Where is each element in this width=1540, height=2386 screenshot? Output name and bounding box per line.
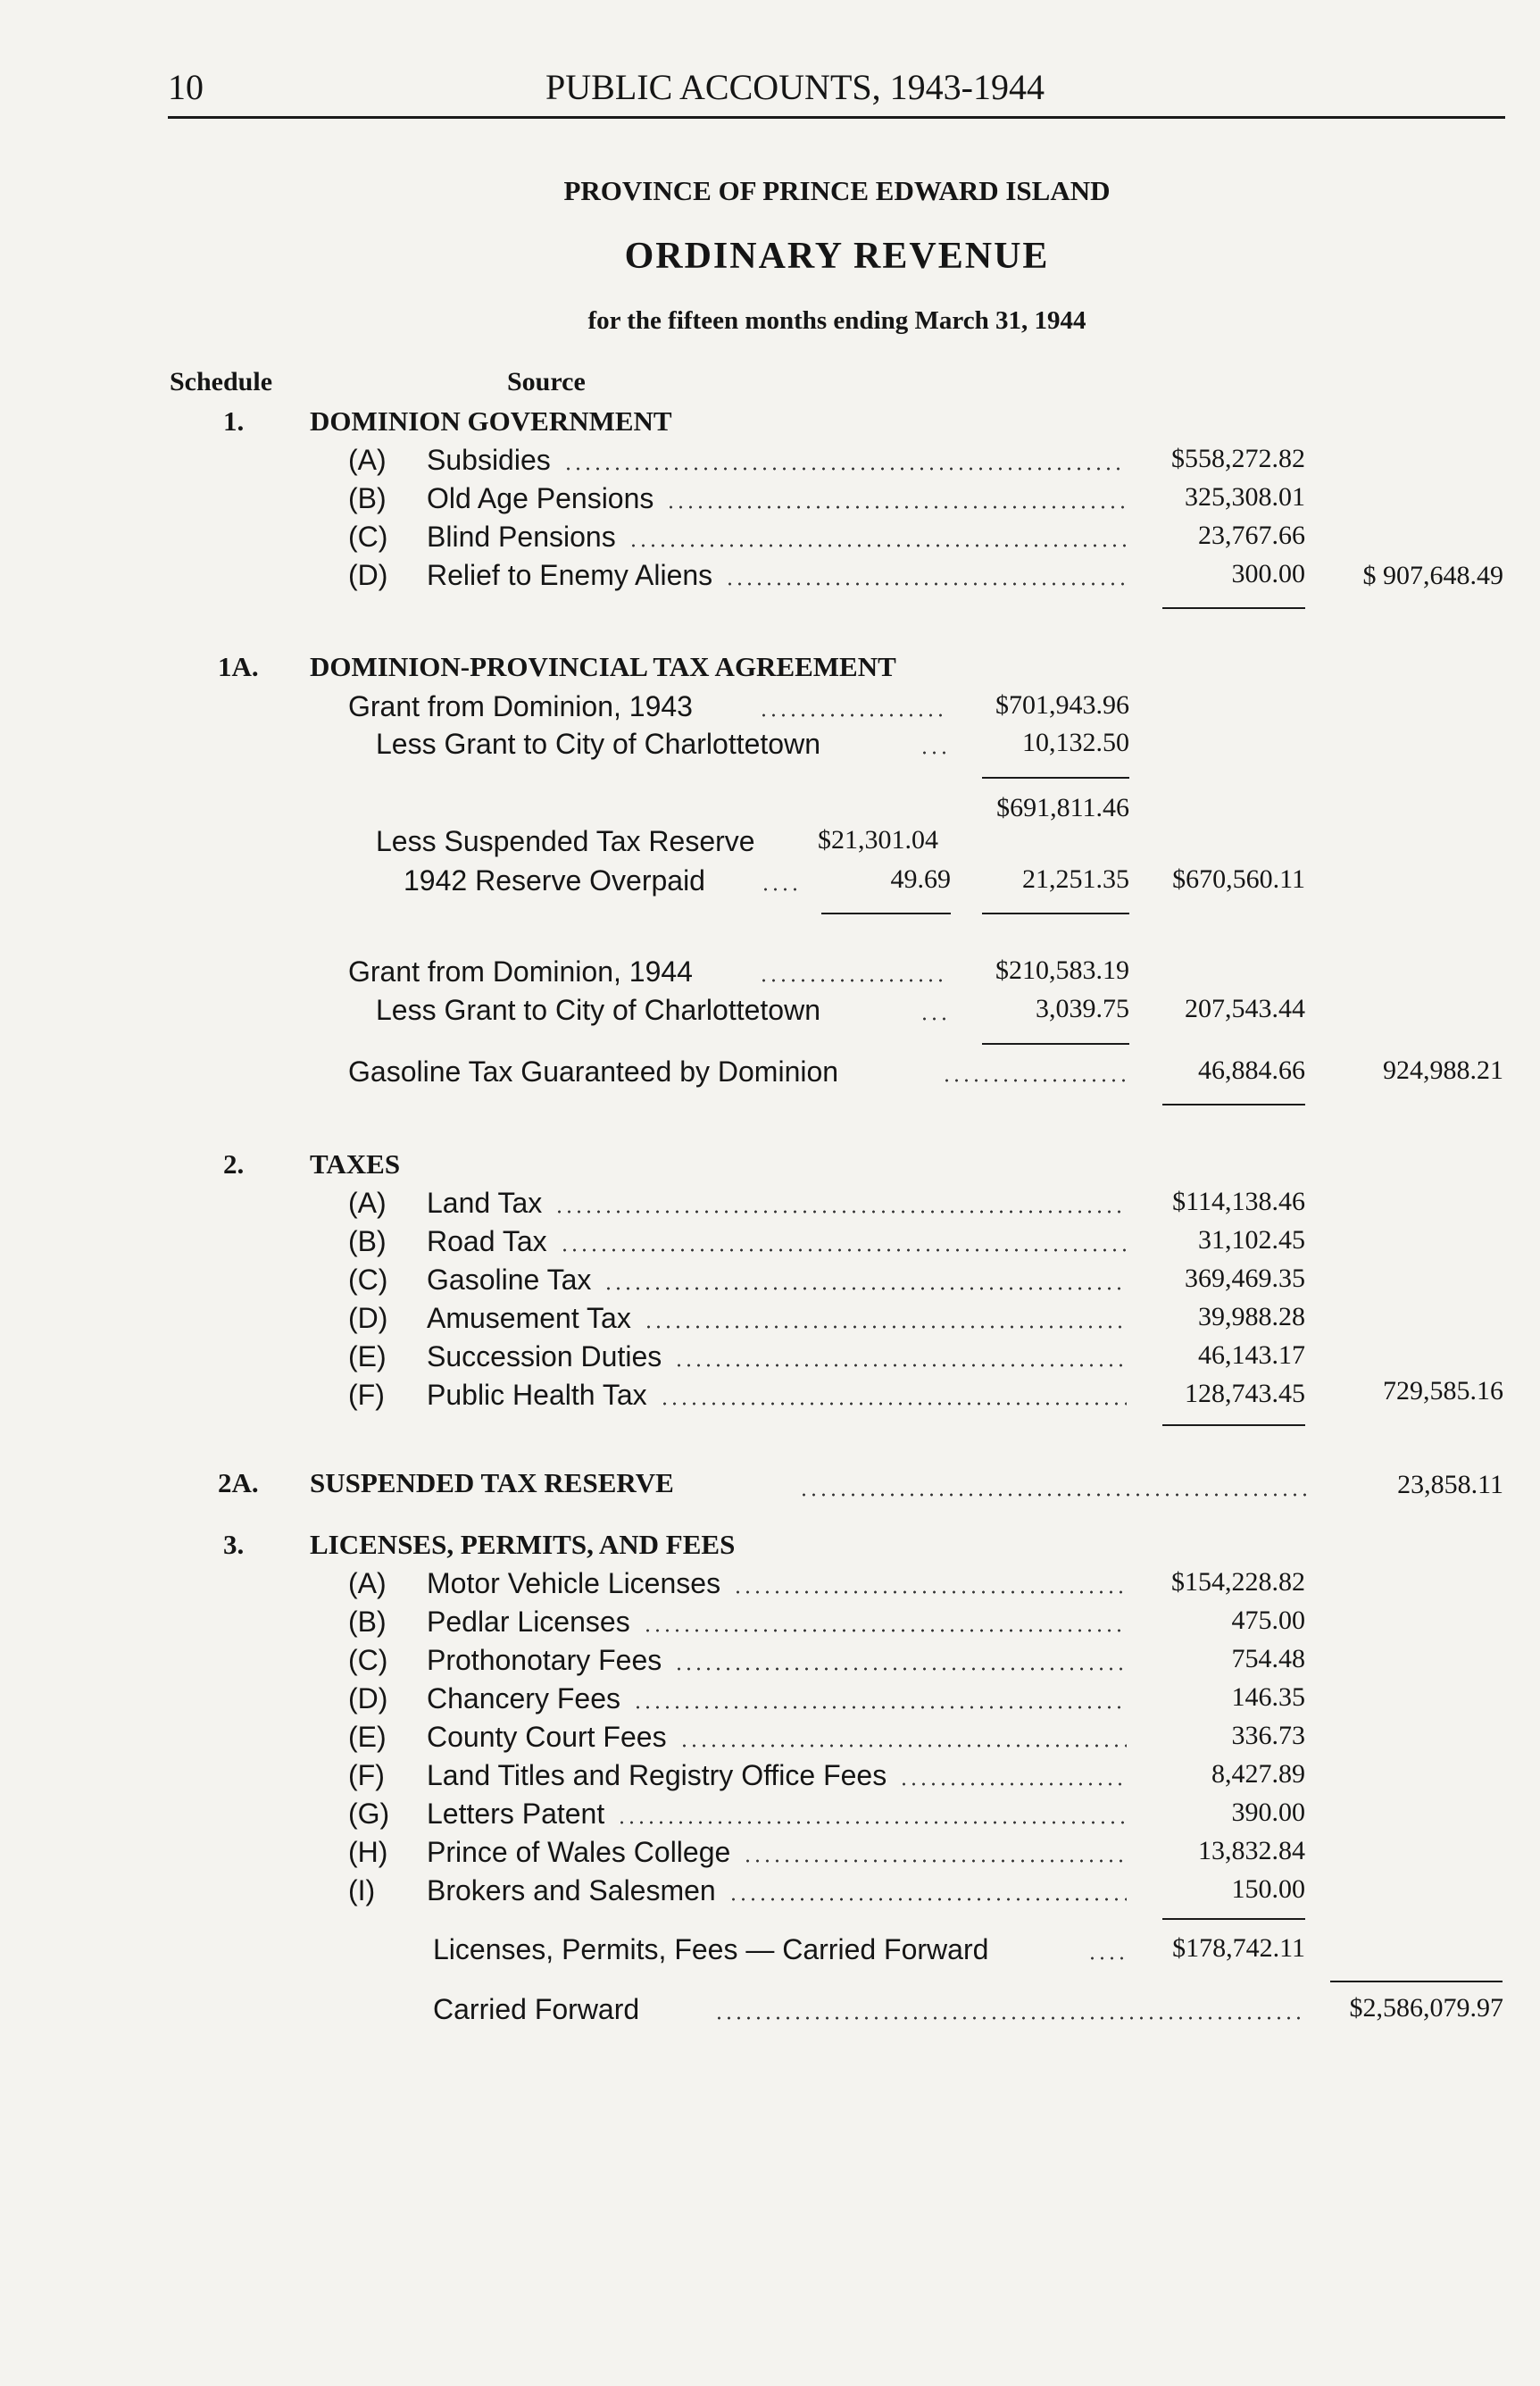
item-label: Prince of Wales College bbox=[427, 1836, 731, 1868]
leader-dots bbox=[714, 2016, 1303, 2020]
item-amount: 754.48 bbox=[1231, 1644, 1305, 1673]
leader-dots bbox=[554, 1210, 1127, 1214]
gasoline-guarantee-label: Gasoline Tax Guaranteed by Dominion bbox=[348, 1055, 839, 1088]
item-label: Letters Patent bbox=[427, 1798, 605, 1830]
item-label: Motor Vehicle Licenses bbox=[427, 1567, 721, 1599]
grant-1944-amount: $210,583.19 bbox=[995, 955, 1129, 985]
subtotal-rule bbox=[821, 913, 951, 914]
running-title: PUBLIC ACCOUNTS, 1943-1944 bbox=[545, 67, 1045, 107]
item-amount: 31,102.45 bbox=[1198, 1225, 1305, 1255]
leader-dots bbox=[920, 751, 946, 755]
item-amount: $114,138.46 bbox=[1172, 1187, 1305, 1216]
province-heading: PROVINCE OF PRINCE EDWARD ISLAND bbox=[563, 175, 1111, 206]
net-1944-amount: 207,543.44 bbox=[1185, 994, 1305, 1023]
item-code: (I) bbox=[348, 1874, 376, 1906]
item-label: Succession Duties bbox=[427, 1340, 662, 1372]
licenses-carried-forward-amount: $178,742.11 bbox=[1172, 1933, 1305, 1963]
item-amount: $154,228.82 bbox=[1171, 1567, 1305, 1597]
leader-dots bbox=[660, 1402, 1127, 1406]
leader-dots bbox=[560, 1248, 1127, 1252]
period-heading: for the fifteen months ending March 31, 1944 bbox=[587, 306, 1086, 335]
subtotal-rule bbox=[982, 777, 1129, 779]
licenses-carried-forward-label: Licenses, Permits, Fees — Carried Forward bbox=[433, 1933, 989, 1965]
subtotal-amount: $691,811.46 bbox=[996, 793, 1129, 822]
leader-dots bbox=[617, 1821, 1127, 1824]
reserve-overpaid-amount: 49.69 bbox=[890, 864, 951, 894]
item-code: (B) bbox=[348, 1606, 387, 1638]
item-label: Land Tax bbox=[427, 1187, 543, 1219]
subtotal-rule bbox=[1162, 607, 1305, 609]
item-code: (B) bbox=[348, 482, 387, 514]
section-total: $ 907,648.49 bbox=[1362, 561, 1503, 590]
item-code: (C) bbox=[348, 1644, 388, 1676]
item-label: Subsidies bbox=[427, 444, 551, 476]
subtotal-rule bbox=[982, 1043, 1129, 1045]
item-amount: 300.00 bbox=[1231, 559, 1305, 588]
item-label: Relief to Enemy Aliens bbox=[427, 559, 713, 591]
leader-dots bbox=[759, 713, 946, 717]
leader-dots bbox=[942, 1079, 1125, 1082]
item-label: Chancery Fees bbox=[427, 1682, 620, 1714]
less-suspended-amount: $21,301.04 bbox=[818, 825, 938, 855]
section-total: 729,585.16 bbox=[1383, 1376, 1503, 1406]
subtotal-rule bbox=[1162, 1918, 1305, 1920]
item-code: (H) bbox=[348, 1836, 388, 1868]
leader-dots bbox=[743, 1859, 1127, 1863]
leader-dots bbox=[628, 544, 1127, 547]
section-title: DOMINION GOVERNMENT bbox=[310, 405, 672, 437]
schedule-column-heading: Schedule bbox=[170, 367, 273, 396]
item-label: Land Titles and Registry Office Fees bbox=[427, 1759, 887, 1791]
less-suspended-label: Less Suspended Tax Reserve bbox=[376, 825, 755, 857]
item-code: (E) bbox=[348, 1340, 387, 1372]
carried-forward-label: Carried Forward bbox=[433, 1993, 640, 2025]
item-code: (B) bbox=[348, 1225, 387, 1257]
grant-1944-label: Grant from Dominion, 1944 bbox=[348, 955, 693, 988]
item-label: Old Age Pensions bbox=[427, 482, 654, 514]
leader-dots bbox=[643, 1629, 1127, 1632]
leader-dots bbox=[563, 467, 1127, 471]
item-amount: 128,743.45 bbox=[1185, 1379, 1305, 1408]
header-rule bbox=[168, 116, 1505, 119]
carried-forward-amount: $2,586,079.97 bbox=[1349, 1993, 1503, 2023]
leader-dots bbox=[679, 1744, 1127, 1748]
item-code: (D) bbox=[348, 1682, 388, 1714]
item-code: (A) bbox=[348, 444, 387, 476]
item-amount: 146.35 bbox=[1231, 1682, 1305, 1712]
leader-dots bbox=[674, 1667, 1127, 1671]
item-code: (D) bbox=[348, 1302, 388, 1334]
schedule-number: 2. bbox=[223, 1148, 245, 1180]
page-number: 10 bbox=[168, 67, 204, 107]
less-city-1944-label: Less Grant to City of Charlottetown bbox=[376, 994, 820, 1026]
item-label: County Court Fees bbox=[427, 1721, 667, 1753]
leader-dots bbox=[604, 1287, 1127, 1290]
less-city-1944-amount: 3,039.75 bbox=[1036, 994, 1129, 1023]
item-amount: 325,308.01 bbox=[1185, 482, 1305, 512]
leader-dots bbox=[674, 1364, 1127, 1367]
leader-dots bbox=[666, 505, 1127, 509]
item-amount: 336.73 bbox=[1231, 1721, 1305, 1750]
item-label: Pedlar Licenses bbox=[427, 1606, 630, 1638]
item-code: (C) bbox=[348, 1264, 388, 1296]
leader-dots bbox=[733, 1590, 1127, 1594]
item-code: (F) bbox=[348, 1379, 385, 1411]
grant-1943-amount: $701,943.96 bbox=[995, 690, 1129, 720]
item-amount: 369,469.35 bbox=[1185, 1264, 1305, 1293]
leader-dots bbox=[899, 1782, 1127, 1786]
item-label: Amusement Tax bbox=[427, 1302, 631, 1334]
item-amount: 23,767.66 bbox=[1198, 521, 1305, 550]
section-title: SUSPENDED TAX RESERVE bbox=[310, 1467, 674, 1498]
leader-dots bbox=[759, 979, 946, 982]
section-title: DOMINION-PROVINCIAL TAX AGREEMENT bbox=[310, 651, 896, 682]
item-label: Brokers and Salesmen bbox=[427, 1874, 716, 1906]
item-code: (D) bbox=[348, 559, 388, 591]
net-1943-amount: $670,560.11 bbox=[1172, 864, 1305, 894]
section-total: 23,858.11 bbox=[1397, 1470, 1503, 1499]
section-total: 924,988.21 bbox=[1383, 1055, 1503, 1085]
schedule-number: 3. bbox=[223, 1529, 245, 1560]
source-column-heading: Source bbox=[507, 367, 586, 396]
leader-dots bbox=[920, 1017, 946, 1021]
leader-dots bbox=[1087, 1956, 1128, 1960]
item-amount: 390.00 bbox=[1231, 1798, 1305, 1827]
item-amount: 150.00 bbox=[1231, 1874, 1305, 1904]
total-rule bbox=[1330, 1981, 1503, 1982]
item-label: Blind Pensions bbox=[427, 521, 616, 553]
reserve-overpaid-label: 1942 Reserve Overpaid bbox=[404, 864, 705, 897]
leader-dots bbox=[728, 1898, 1127, 1901]
item-amount: 8,427.89 bbox=[1211, 1759, 1305, 1789]
item-label: Road Tax bbox=[427, 1225, 547, 1257]
item-amount: 13,832.84 bbox=[1198, 1836, 1305, 1865]
item-amount: $558,272.82 bbox=[1171, 444, 1305, 473]
subtotal-rule bbox=[1162, 1104, 1305, 1105]
leader-dots bbox=[725, 582, 1127, 586]
schedule-number: 1. bbox=[223, 405, 245, 437]
item-amount: 46,143.17 bbox=[1198, 1340, 1305, 1370]
grant-1943-label: Grant from Dominion, 1943 bbox=[348, 690, 693, 722]
item-code: (C) bbox=[348, 521, 388, 553]
less-city-1943-amount: 10,132.50 bbox=[1022, 728, 1129, 757]
schedule-number: 1A. bbox=[218, 651, 259, 682]
subtotal-rule bbox=[982, 913, 1129, 914]
gasoline-guarantee-amount: 46,884.66 bbox=[1198, 1055, 1305, 1085]
schedule-number: 2A. bbox=[218, 1467, 259, 1498]
leader-dots bbox=[761, 888, 796, 891]
item-label: Prothonotary Fees bbox=[427, 1644, 662, 1676]
leader-dots bbox=[799, 1493, 1308, 1497]
item-code: (E) bbox=[348, 1721, 387, 1753]
item-amount: 475.00 bbox=[1231, 1606, 1305, 1635]
net-suspended-amount: 21,251.35 bbox=[1022, 864, 1129, 894]
item-code: (G) bbox=[348, 1798, 390, 1830]
section-title: TAXES bbox=[310, 1148, 401, 1180]
item-amount: 39,988.28 bbox=[1198, 1302, 1305, 1331]
leader-dots bbox=[633, 1706, 1127, 1709]
subtotal-rule bbox=[1162, 1424, 1305, 1426]
item-code: (A) bbox=[348, 1187, 387, 1219]
leader-dots bbox=[644, 1325, 1127, 1329]
item-code: (A) bbox=[348, 1567, 387, 1599]
item-code: (F) bbox=[348, 1759, 385, 1791]
section-title: LICENSES, PERMITS, AND FEES bbox=[310, 1529, 736, 1560]
main-heading: ORDINARY REVENUE bbox=[624, 236, 1050, 277]
item-label: Public Health Tax bbox=[427, 1379, 647, 1411]
less-city-1943-label: Less Grant to City of Charlottetown bbox=[376, 728, 820, 760]
item-label: Gasoline Tax bbox=[427, 1264, 592, 1296]
